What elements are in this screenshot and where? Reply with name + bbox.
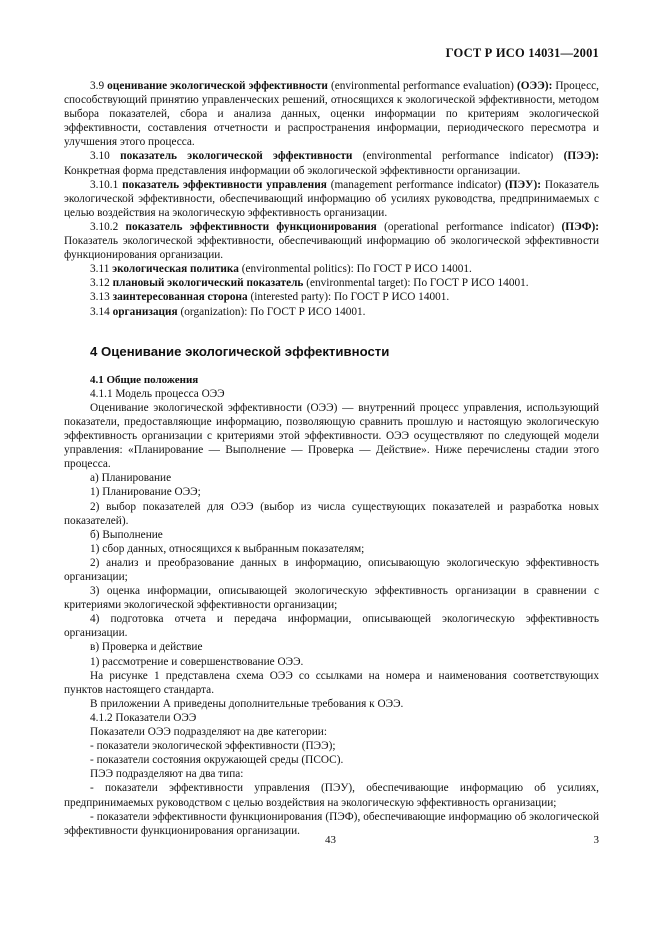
page-number: 3 (593, 834, 599, 846)
def-abbr: (ПЭЭ): (563, 150, 600, 163)
document-header: ГОСТ Р ИСО 14031—2001 (445, 46, 599, 60)
paragraph: В приложении А приведены дополнительные требования к ОЭЭ. (90, 697, 404, 710)
list-item: - показатели состояния окружающей среды (ПСОС). (90, 754, 344, 767)
footer-sheet-number: 43 (325, 834, 336, 846)
def-term: показатель экологической эффективности (120, 150, 353, 163)
def-term: плановый экологический показатель (112, 277, 304, 290)
def-number: 3.10.1 (90, 178, 119, 191)
definition-3-10 (64, 149, 599, 177)
paragraph: ПЭЭ подразделяют на два типа: (90, 768, 244, 781)
def-abbr: (ОЭЭ): (516, 80, 553, 92)
def-term: оценивание экологической эффективности (107, 80, 328, 92)
list-item: в) Проверка и действие (90, 641, 203, 654)
list-item: 1) рассмотрение и совершенствование ОЭЭ. (90, 655, 304, 668)
def-text: (organization): По ГОСТ Р ИСО 14001. (177, 305, 366, 318)
def-english: (environmental performance indicator) (352, 150, 564, 163)
definition-3-14 (64, 305, 599, 319)
list-item: - показатели эффективности функционирования (ПЭФ), обеспечивающие информацию об экологической эффективности функционирования организации. (64, 810, 599, 837)
def-number: 3.11 (90, 263, 110, 276)
def-text: (environmental target): По ГОСТ Р ИСО 14001. (303, 277, 529, 290)
list-item: 1) сбор данных, относящихся к выбранным показателям; (90, 542, 365, 555)
def-english: (operational performance indicator) (376, 220, 562, 233)
def-number: 3.10.2 (90, 220, 119, 233)
def-text: Показатель экологической эффективности, обеспечивающий информацию об усилиях руководства, предпринимаемых с целью воздействия на экологическую эффективность организации. (64, 178, 599, 219)
list-item: 4) подготовка отчета и передача информации, описывающей экологическую эффективность организации. (64, 613, 599, 640)
definition-3-13 (64, 290, 599, 304)
def-number: 3.13 (90, 291, 110, 304)
def-text: Конкретная форма представления информации об экологической эффективности организации. (64, 164, 521, 177)
list-item: 1) Планирование ОЭЭ; (90, 486, 201, 499)
def-text: Процесс, способствующий принятию управленческих решений, относящихся к экологической эффективности, методом выбора показателей, сбора и анализа данных, оценки информации по критериям экологической эффективности, составления отчетности и распространения информации, периодического пересмотра и улучшения этого процесса. (64, 80, 600, 149)
paragraph: 4.1.2 Показатели ОЭЭ (90, 711, 197, 724)
definition-3-10-1 (64, 178, 599, 220)
list-item: - показатели эффективности управления (ПЭУ), обеспечивающие информацию об усилиях, предпринимаемых руководством с целью воздействия на экологическую эффективность организации; (64, 782, 599, 809)
def-text: (interested party): По ГОСТ Р ИСО 14001. (247, 291, 450, 304)
def-english: (management performance indicator) (326, 178, 505, 191)
list-item: - показатели экологической эффективности (ПЭЭ); (90, 740, 336, 753)
list-item: 3) оценка информации, описывающей экологическую эффективность организации в сравнении с критериями экологической эффективности организации; (64, 585, 599, 612)
def-abbr: (ПЭУ): (504, 178, 541, 191)
def-term: экологическая политика (112, 263, 239, 276)
definition-3-9 (64, 79, 599, 149)
def-text: Показатель экологической эффективности, обеспечивающий информацию об экологической эффективности функционирования организации. (64, 235, 599, 262)
def-number: 3.12 (90, 277, 110, 290)
paragraph: Оценивание экологической эффективности (ОЭЭ) — внутренний процесс управления, использующий показатели, предоставляющие информацию, позволяющую сравнить прошлую и настоящую экологическую эффективность организации с критериями этой эффективности. ОЭЭ осуществляют по следующей модели управления: «Планирование — Выполнение — Проверка — Действие». Ниже перечислены стадии этого процесса. (64, 401, 599, 471)
def-text: (environmental politics): По ГОСТ Р ИСО 14001. (238, 263, 472, 276)
paragraph: 4.1.1 Модель процесса ОЭЭ (90, 387, 225, 400)
section-heading: 4 Оценивание экологической эффективности (90, 343, 390, 359)
page-body (64, 79, 599, 838)
list-item: б) Выполнение (90, 528, 163, 541)
def-number: 3.10 (90, 150, 110, 163)
def-abbr: (ПЭФ): (561, 220, 600, 233)
def-term: организация (112, 305, 178, 318)
list-item: а) Планирование (90, 472, 172, 485)
list-item: 2) выбор показателей для ОЭЭ (выбор из числа существующих показателей и разработка новых показателей). (64, 500, 599, 527)
paragraph: Показатели ОЭЭ подразделяют на две категории: (90, 726, 327, 739)
paragraph: На рисунке 1 представлена схема ОЭЭ со ссылками на номера и наименования соответствующих пунктов настоящего стандарта. (64, 669, 599, 696)
def-english: (environmental performance evaluation) (327, 80, 517, 92)
definition-3-10-2 (64, 220, 599, 262)
def-number: 3.14 (90, 305, 110, 318)
definition-3-12 (64, 276, 599, 290)
list-item: 2) анализ и преобразование данных в информацию, описывающую экологическую эффективность организации; (64, 556, 599, 583)
subsection-heading: 4.1 Общие положения (90, 373, 199, 386)
definition-3-11 (64, 262, 599, 276)
def-term: заинтересованная сторона (112, 291, 248, 304)
def-term: показатель эффективности управления (122, 178, 327, 191)
def-term: показатель эффективности функционирования (125, 220, 377, 233)
def-number: 3.9 (90, 80, 105, 92)
